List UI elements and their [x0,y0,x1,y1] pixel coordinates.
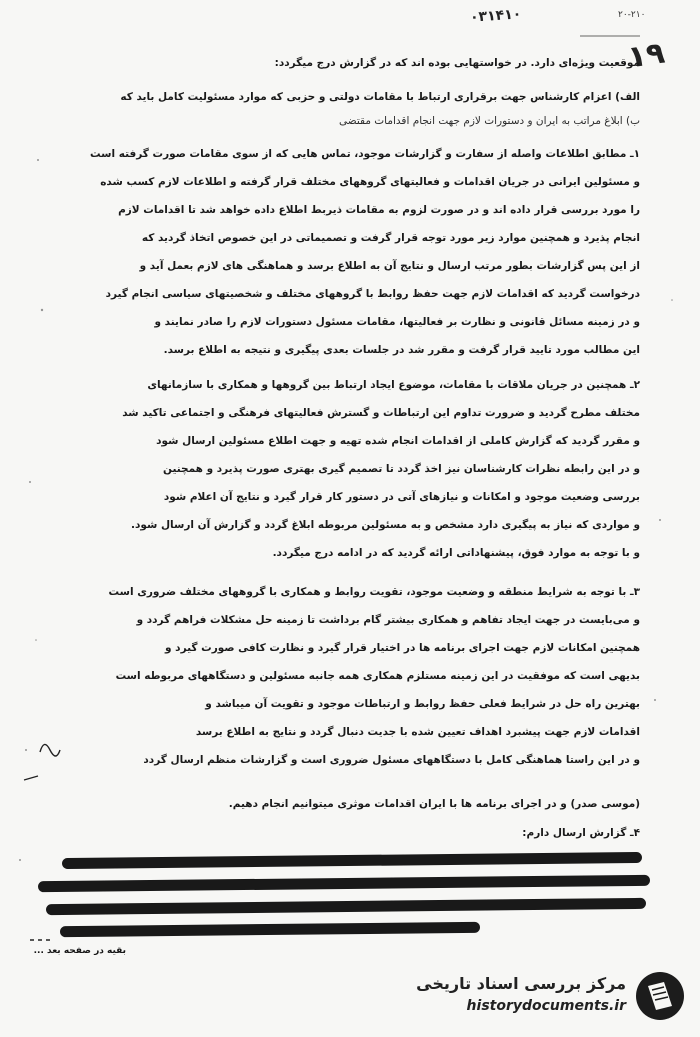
text-line: از این پس گزارشات بطور مرتب ارسال و نتایج آن به اطلاع برسد و هماهنگی های لازم بعمل آید و [139,260,640,272]
text-line: ب) ابلاغ مراتب به ایران و دستورات لازم جهت انجام اقدامات مقتضی [338,115,640,127]
text-line: و با توجه به موارد فوق، پیشنهاداتی ارائه گردید که در ادامه درج میگردد. [272,547,640,559]
text-line: (موسی صدر) و در اجرای برنامه ها با ایران اقدامات موثری میتوانیم انجام دهیم. [228,798,640,810]
archive-logo-icon [634,970,686,1022]
continued-note: بقیه در صفحه بعد ... [33,946,126,956]
archive-name: مرکز بررسی اسناد تاریخی [416,974,626,993]
text-line: بررسی وضعیت موجود و امکانات و نیازهای آتی در دستور کار قرار گیرد و نتایج آن اعلام شود [163,491,640,503]
text-line: انجام پذیرد و همچنین موارد زیر مورد توجه قرار گرفت و تصمیماتی در این خصوص اتخاذ گردید که [141,232,640,244]
text-line: درخواست گردید که اقدامات لازم جهت حفظ روابط با گروههای مختلف و شخصیتهای سیاسی انجام گیرد [105,288,640,300]
text-line: مختلف مطرح گردید و ضرورت تداوم این ارتباطات و گسترش فعالیتهای فرهنگی و اجتماعی تاکید شد [122,407,640,419]
text-line: و در این راستا هماهنگی کامل با دستگاههای مسئول ضروری است و گزارشات منظم ارسال گردد [143,754,640,766]
text-line: بهترین راه حل در شرایط فعلی حفظ روابط و ارتباطات موجود و تقویت آن میباشد و [205,698,640,710]
text-line: ۱ـ مطابق اطلاعات واصله از سفارت و گزارشات موجود، تماس هایی که از سوی مقامات صورت گرفته است [90,148,640,160]
text-line: و مواردی که نیاز به پیگیری دارد مشخص و به مسئولین مربوطه ابلاغ گردد و گزارش آن ارسال شود. [131,519,640,531]
document-code: ۲۰-۲۱۰ [618,10,646,20]
text-line: را مورد بررسی قرار داده اند و در صورت لزوم به مقامات ذیربط اطلاع داده خواهد شد تا اقدامات لازم [118,204,640,216]
redaction-bar [38,875,650,892]
text-line: همچنین امکانات لازم جهت اجرای برنامه ها در اختیار قرار گیرد و نظارت کافی صورت گیرد و [165,642,640,654]
text-line: اقدامات لازم جهت پیشبرد اهداف تعیین شده با جدیت دنبال گردد و نتایج به اطلاع برسد [195,726,640,738]
text-line: و در زمینه مسائل قانونی و نظارت بر فعالیتها، مقامات مسئول دستورات لازم را صادر نمایند و [154,316,640,328]
text-line: و در این رابطه نظرات کارشناسان نیز اخذ گردد تا تصمیم گیری بهتری صورت پذیرد و همچنین [163,463,640,475]
archive-url: historydocuments.ir [466,998,626,1014]
text-line: ۳ـ با توجه به شرایط منطقه و وضعیت موجود، تقویت روابط و همکاری با گروههای مختلف ضروری است [108,586,640,598]
text-line: و می‌بایست در جهت ایجاد تفاهم و همکاری بیشتر گام برداشت تا زمینه حل مشکلات فراهم گردد و [136,614,640,626]
document-number: ۰۳۱۴۱۰ [469,6,522,26]
text-line: این مطالب مورد تایید قرار گرفت و مقرر شد در جلسات بعدی پیگیری و نتیجه به اطلاع برسد. [163,344,640,356]
text-line: الف) اعزام کارشناس جهت برقراری ارتباط با مقامات دولتی و حزبی که موارد مسئولیت کامل باید که [120,91,640,103]
text-line: و مسئولین ایرانی در جریان اقدامات و فعالیتهای گروههای مختلف قرار گرفته و اطلاعات لازم کسب شده [100,176,640,188]
redaction-bar [60,922,480,937]
margin-page-mark: ۱۹ [625,35,667,76]
archive-watermark [386,968,686,1024]
text-line: ۲ـ همچنین در جریان ملاقات با مقامات، موضوع ایجاد ارتباط بین گروهها و همکاری با سازمانهای [147,379,640,391]
redaction-bar [46,898,646,915]
text-line: بدیهی است که موفقیت در این زمینه مستلزم همکاری همه جانبه مسئولین و دستگاههای مربوطه است [115,670,640,682]
text-line: و مقرر گردید که گزارش کاملی از اقدامات انجام شده تهیه و جهت اطلاع مسئولین ارسال شود [156,435,640,447]
text-line: ۴ـ گزارش ارسال دارم: [522,827,640,839]
text-line: موقعیت ویژه‌ای دارد. در خواستهایی بوده اند که در گزارش درج میگردد: [274,57,640,69]
redaction-bar [62,852,642,869]
